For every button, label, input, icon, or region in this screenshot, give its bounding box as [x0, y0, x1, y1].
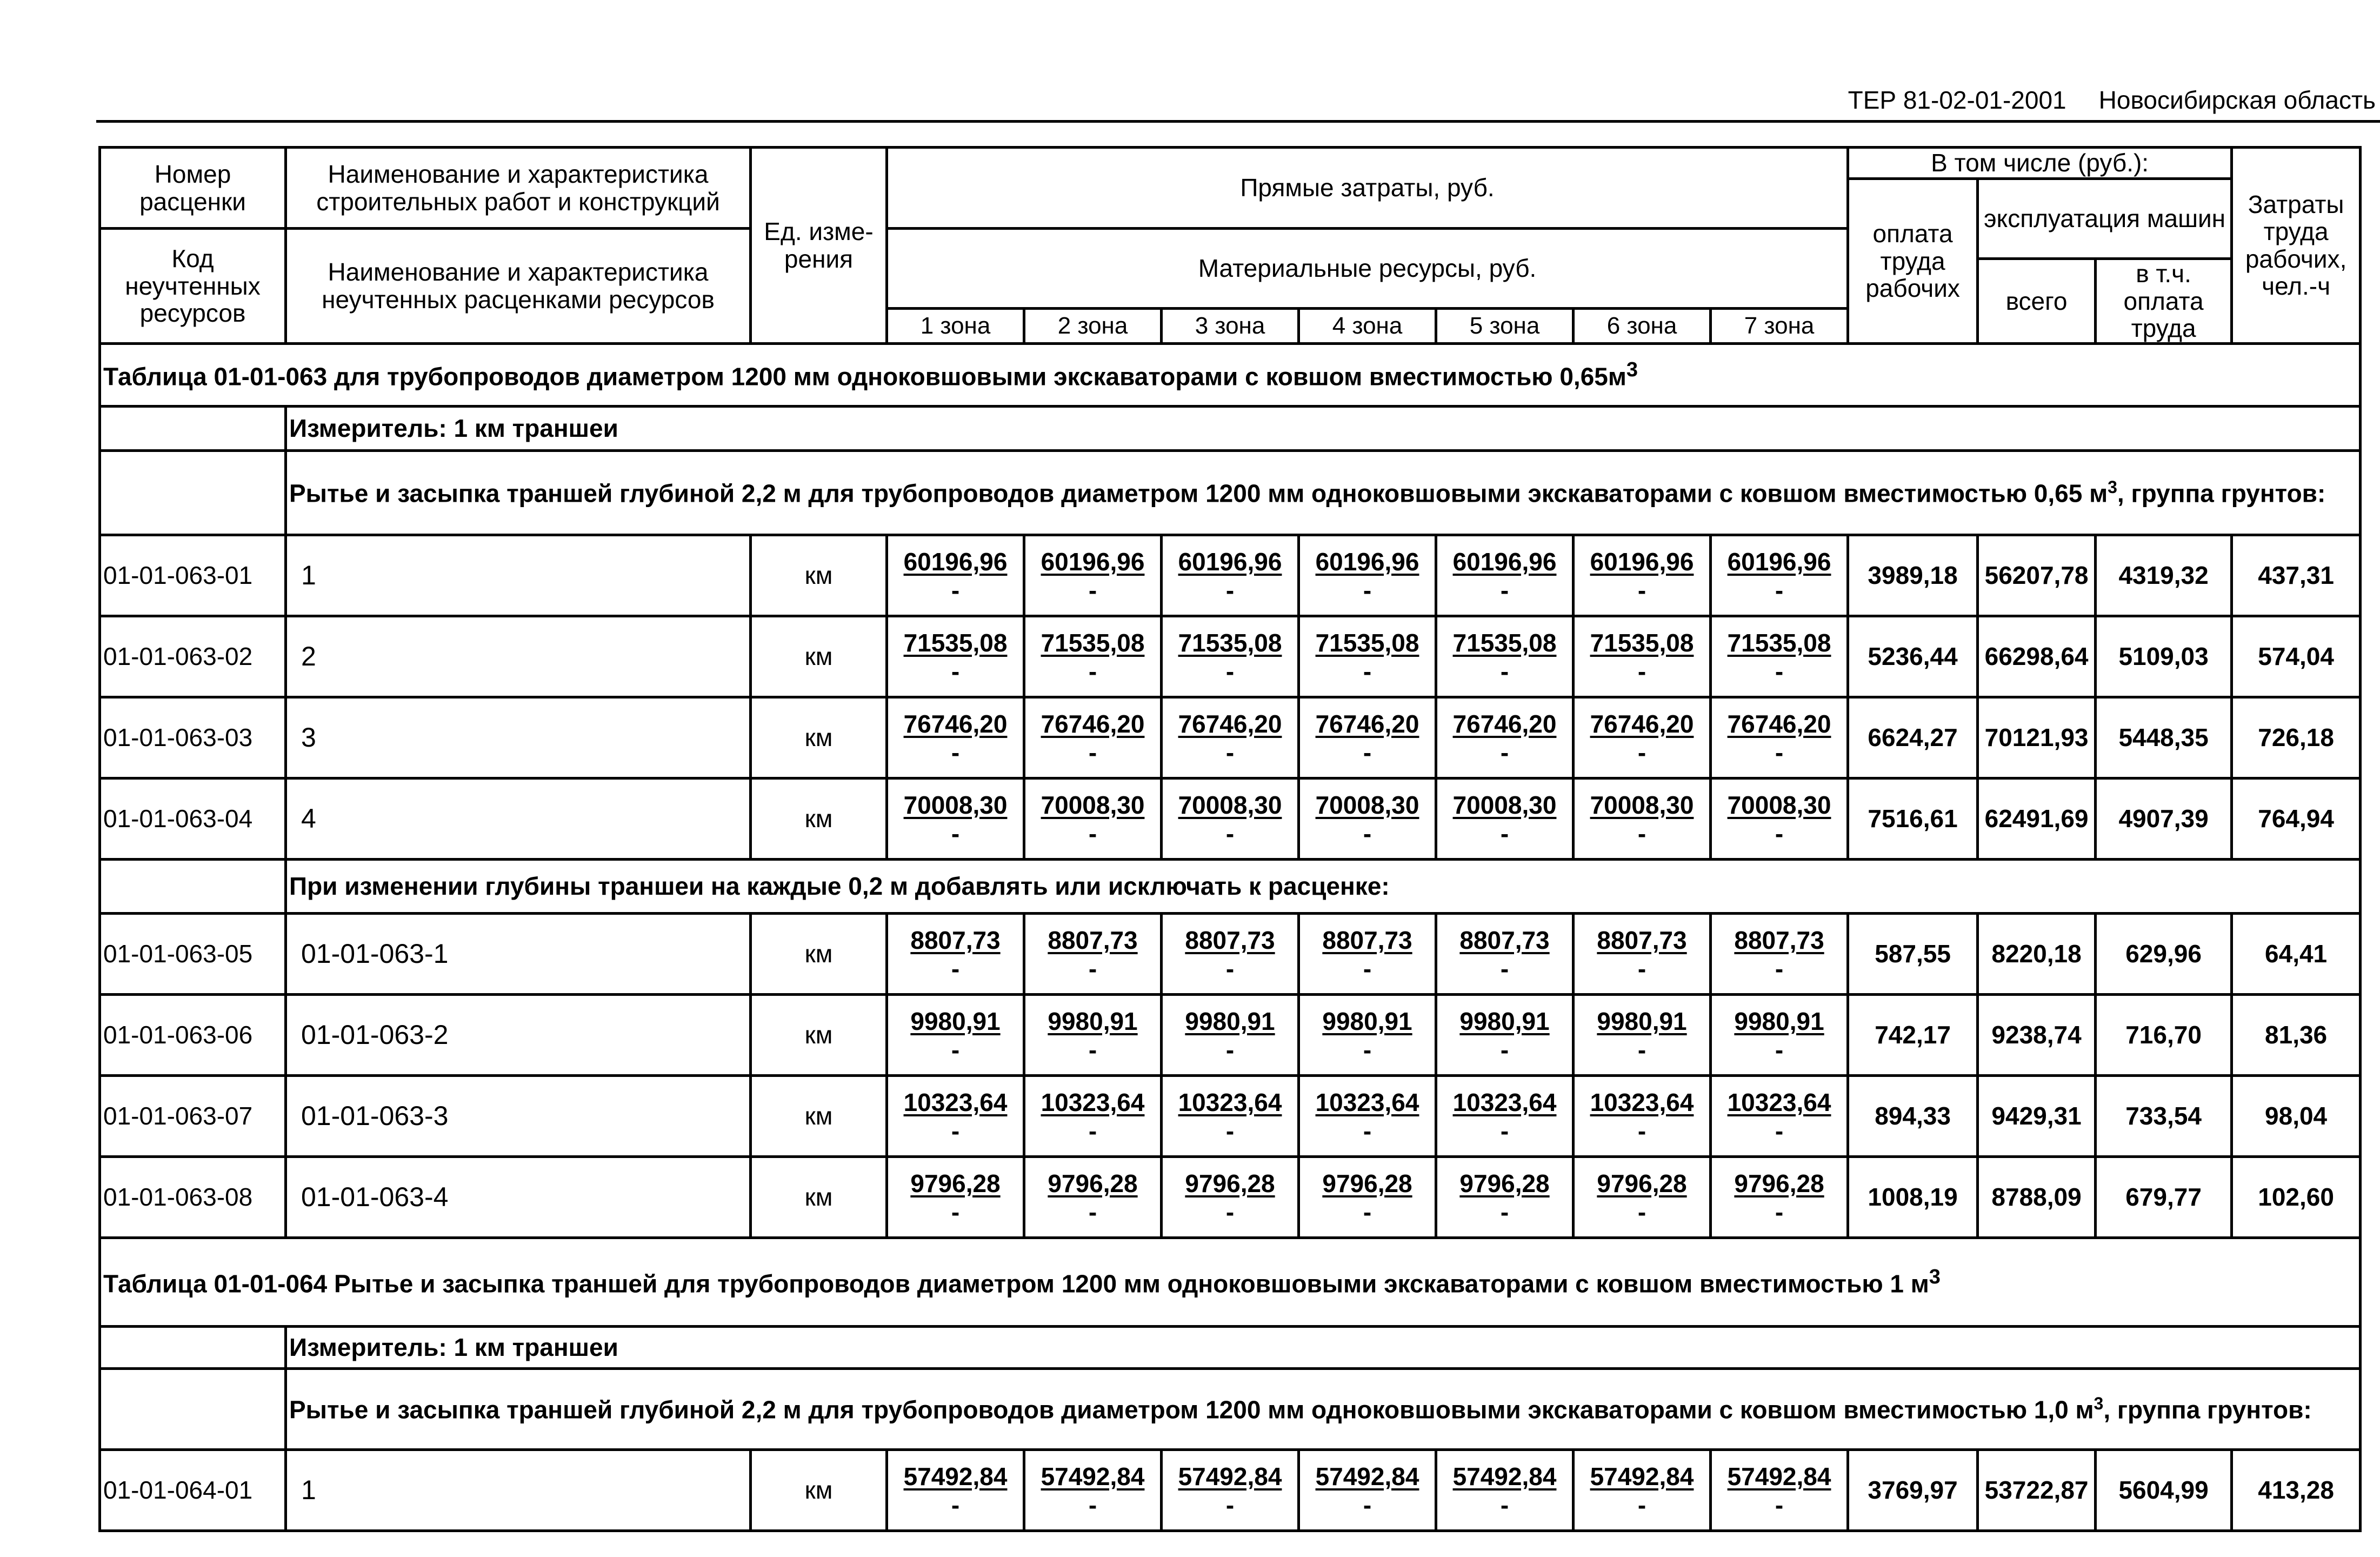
section-title-row: [100, 343, 2361, 406]
rate-name: 1: [286, 535, 751, 616]
zone-price: 9796,28 -: [1574, 1156, 1711, 1237]
zone-price: 9796,28 -: [1162, 1156, 1299, 1237]
rate-name: 1: [286, 1449, 751, 1531]
head-machines: эксплуатация машин: [1978, 179, 2232, 259]
zone-2: 2 зона: [1024, 308, 1162, 343]
labor-hours: 726,18: [2232, 697, 2361, 778]
rate-unit: км: [751, 1156, 887, 1237]
zone-price: 9980,91 -: [1436, 994, 1574, 1075]
head-labor-hours: Затраты труда рабочих, чел.-ч: [2232, 148, 2361, 344]
zone-price: 8807,73 -: [1436, 913, 1574, 994]
head-work-name: Наименование и характеристика строительных работ и конструкций: [286, 148, 751, 229]
rate-unit: км: [751, 1075, 887, 1156]
rate-code: 01-01-063-03: [100, 697, 286, 778]
zone-price: 60196,96 -: [1299, 535, 1436, 616]
zone-price: 71535,08 -: [887, 616, 1024, 697]
machines-total: 8220,18: [1978, 913, 2096, 994]
region-name: Новосибирская область: [2098, 86, 2376, 114]
zone-price: 60196,96 -: [1162, 535, 1299, 616]
zone-price: 9980,91 -: [1711, 994, 1848, 1075]
measure-row: [100, 1326, 2361, 1368]
table-row: [100, 778, 2361, 859]
rate-name: 01-01-063-1: [286, 913, 751, 994]
labor-hours: 102,60: [2232, 1156, 2361, 1237]
machines-pay: 733,54: [2096, 1075, 2232, 1156]
rate-name: 2: [286, 616, 751, 697]
table-row: [100, 616, 2361, 697]
machines-total: 62491,69: [1978, 778, 2096, 859]
machines-pay: 629,96: [2096, 913, 2232, 994]
rate-unit: км: [751, 697, 887, 778]
zone-price: 76746,20 -: [1024, 697, 1162, 778]
zone-price: 10323,64 -: [887, 1075, 1024, 1156]
zone-price: 70008,30 -: [1299, 778, 1436, 859]
head-incl: В том числе (руб.):: [1848, 148, 2232, 179]
zone-3: 3 зона: [1162, 308, 1299, 343]
zone-price: 71535,08 -: [1024, 616, 1162, 697]
rate-code: 01-01-063-02: [100, 616, 286, 697]
head-res-name: Наименование и характеристика неучтенных расценками ресурсов: [286, 229, 751, 344]
labor-hours: 413,28: [2232, 1449, 2361, 1531]
labor-pay: 6624,27: [1848, 697, 1978, 778]
head-res-code: Код неучтенных ресурсов: [100, 229, 286, 344]
rate-code: 01-01-063-06: [100, 994, 286, 1075]
rate-unit: км: [751, 535, 887, 616]
zone-price: 76746,20 -: [1299, 697, 1436, 778]
section-1-measure: Измеритель: 1 км траншеи: [286, 406, 2361, 450]
zone-price: 71535,08 -: [1574, 616, 1711, 697]
zone-price: 60196,96 -: [1436, 535, 1574, 616]
zone-price: 71535,08 -: [1162, 616, 1299, 697]
section-title-row: [100, 1237, 2361, 1326]
zone-price: 70008,30 -: [1711, 778, 1848, 859]
machines-pay: 5604,99: [2096, 1449, 2232, 1531]
machines-total: 70121,93: [1978, 697, 2096, 778]
measure-row: [100, 406, 2361, 450]
zone-6: 6 зона: [1574, 308, 1711, 343]
section-2-measure: Измеритель: 1 км траншеи: [286, 1326, 2361, 1368]
head-machines-total: всего: [1978, 259, 2096, 344]
zone-price: 60196,96 -: [1574, 535, 1711, 616]
table-row: [100, 994, 2361, 1075]
zone-price: 60196,96 -: [887, 535, 1024, 616]
zone-price: 76746,20 -: [1162, 697, 1299, 778]
zone-price: 10323,64 -: [1436, 1075, 1574, 1156]
zone-price: 9796,28 -: [1299, 1156, 1436, 1237]
head-material: Материальные ресурсы, руб.: [887, 229, 1848, 309]
machines-pay: 5109,03: [2096, 616, 2232, 697]
zone-price: 76746,20 -: [1436, 697, 1574, 778]
head-row-1: [100, 148, 2361, 179]
zone-price: 57492,84 -: [1162, 1449, 1299, 1531]
labor-hours: 574,04: [2232, 616, 2361, 697]
zone-price: 71535,08 -: [1299, 616, 1436, 697]
zone-4: 4 зона: [1299, 308, 1436, 343]
rate-code: 01-01-063-07: [100, 1075, 286, 1156]
zone-price: 8807,73 -: [1711, 913, 1848, 994]
zone-price: 70008,30 -: [1162, 778, 1299, 859]
zone-price: 9980,91 -: [887, 994, 1024, 1075]
rate-name: 3: [286, 697, 751, 778]
desc-row: [100, 1368, 2361, 1449]
zone-price: 8807,73 -: [1299, 913, 1436, 994]
zone-price: 70008,30 -: [1436, 778, 1574, 859]
rate-code: 01-01-064-01: [100, 1449, 286, 1531]
machines-pay: 5448,35: [2096, 697, 2232, 778]
machines-pay: 4907,39: [2096, 778, 2232, 859]
labor-hours: 64,41: [2232, 913, 2361, 994]
machines-total: 9238,74: [1978, 994, 2096, 1075]
labor-pay: 3769,97: [1848, 1449, 1978, 1531]
labor-hours: 437,31: [2232, 535, 2361, 616]
labor-pay: 3989,18: [1848, 535, 1978, 616]
zone-price: 60196,96 -: [1711, 535, 1848, 616]
table-row: [100, 1449, 2361, 1531]
head-rate-no: Номер расценки: [100, 148, 286, 229]
table-row: [100, 1075, 2361, 1156]
rate-unit: км: [751, 994, 887, 1075]
zone-price: 9796,28 -: [887, 1156, 1024, 1237]
head-machines-pay: в т.ч. оплата труда: [2096, 259, 2232, 344]
rate-code: 01-01-063-08: [100, 1156, 286, 1237]
zone-price: 70008,30 -: [1024, 778, 1162, 859]
zone-price: 10323,64 -: [1574, 1075, 1711, 1156]
labor-pay: 894,33: [1848, 1075, 1978, 1156]
zone-price: 70008,30 -: [1574, 778, 1711, 859]
rate-unit: км: [751, 1449, 887, 1531]
rate-name: 01-01-063-2: [286, 994, 751, 1075]
labor-pay: 5236,44: [1848, 616, 1978, 697]
machines-pay: 679,77: [2096, 1156, 2232, 1237]
head-labor-pay: оплата труда рабочих: [1848, 179, 1978, 344]
zone-price: 76746,20 -: [887, 697, 1024, 778]
rate-code: 01-01-063-05: [100, 913, 286, 994]
zone-price: 9980,91 -: [1162, 994, 1299, 1075]
zone-price: 57492,84 -: [1574, 1449, 1711, 1531]
machines-pay: 4319,32: [2096, 535, 2232, 616]
machines-total: 9429,31: [1978, 1075, 2096, 1156]
zone-price: 9980,91 -: [1574, 994, 1711, 1075]
zone-price: 8807,73 -: [1574, 913, 1711, 994]
zone-price: 8807,73 -: [1024, 913, 1162, 994]
table-row: [100, 1156, 2361, 1237]
section-1-desc: Рытье и засыпка траншей глубиной 2,2 м для трубопроводов диаметром 1200 мм одноковшовыми экскаваторами с ковшом вместимостью 0,65 $м^3$, группа грунтов:: [286, 450, 2361, 535]
zone-5: 5 зона: [1436, 308, 1574, 343]
zone-price: 9796,28 -: [1024, 1156, 1162, 1237]
table-row: [100, 697, 2361, 778]
section-2-title: Таблица 01-01-064 Рытье и засыпка траншей для трубопроводов диаметром 1200 мм одноковшовыми экскаваторами с ковшом вместимостью 1 $м^3$: [100, 1237, 2361, 1326]
zone-price: 9796,28 -: [1436, 1156, 1574, 1237]
head-direct-costs: Прямые затраты, руб.: [887, 148, 1848, 229]
rates-table: [98, 146, 2362, 1532]
head-unit: Ед. изме-рения: [751, 148, 887, 344]
machines-total: 66298,64: [1978, 616, 2096, 697]
labor-hours: 81,36: [2232, 994, 2361, 1075]
rate-name: 01-01-063-3: [286, 1075, 751, 1156]
zone-price: 9980,91 -: [1024, 994, 1162, 1075]
table-row: [100, 535, 2361, 616]
rate-code: 01-01-063-01: [100, 535, 286, 616]
zone-price: 9980,91 -: [1299, 994, 1436, 1075]
zone-price: 57492,84 -: [1299, 1449, 1436, 1531]
zone-price: 9796,28 -: [1711, 1156, 1848, 1237]
zone-price: 10323,64 -: [1162, 1075, 1299, 1156]
desc-row: [100, 450, 2361, 535]
labor-pay: 1008,19: [1848, 1156, 1978, 1237]
section-1-title: Таблица 01-01-063 для трубопроводов диаметром 1200 мм одноковшовыми экскаваторами с ковшом вместимостью $0,65м^3$: [100, 343, 2361, 406]
machines-total: 8788,09: [1978, 1156, 2096, 1237]
zone-price: 60196,96 -: [1024, 535, 1162, 616]
document-header: [1816, 85, 2376, 115]
zone-price: 10323,64 -: [1024, 1075, 1162, 1156]
zone-1: 1 зона: [887, 308, 1024, 343]
zone-price: 76746,20 -: [1574, 697, 1711, 778]
zone-price: 70008,30 -: [887, 778, 1024, 859]
zone-price: 71535,08 -: [1436, 616, 1574, 697]
zone-price: 57492,84 -: [1024, 1449, 1162, 1531]
note-row: [100, 859, 2361, 913]
rate-unit: км: [751, 616, 887, 697]
zone-price: 8807,73 -: [887, 913, 1024, 994]
doc-code: ТЕР 81-02-01-2001: [1848, 86, 2066, 114]
zone-price: 57492,84 -: [1711, 1449, 1848, 1531]
zone-7: 7 зона: [1711, 308, 1848, 343]
zone-price: 57492,84 -: [1436, 1449, 1574, 1531]
machines-total: 56207,78: [1978, 535, 2096, 616]
zone-price: 8807,73 -: [1162, 913, 1299, 994]
machines-total: 53722,87: [1978, 1449, 2096, 1531]
zone-price: 57492,84 -: [887, 1449, 1024, 1531]
table-row: [100, 913, 2361, 994]
header-rule: [96, 120, 2380, 123]
depth-note: При изменении глубины траншеи на каждые 0,2 м добавлять или исключать к расценке:: [286, 859, 2361, 913]
section-2-desc: Рытье и засыпка траншей глубиной 2,2 м для трубопроводов диаметром 1200 мм одноковшовыми экскаваторами с ковшом вместимостью 1,0 $м^3$, группа грунтов:: [286, 1368, 2361, 1449]
rate-unit: км: [751, 913, 887, 994]
zone-price: 76746,20 -: [1711, 697, 1848, 778]
labor-pay: 587,55: [1848, 913, 1978, 994]
zone-price: 71535,08 -: [1711, 616, 1848, 697]
labor-pay: 7516,61: [1848, 778, 1978, 859]
rate-name: 4: [286, 778, 751, 859]
labor-hours: 764,94: [2232, 778, 2361, 859]
machines-pay: 716,70: [2096, 994, 2232, 1075]
zone-price: 10323,64 -: [1711, 1075, 1848, 1156]
labor-pay: 742,17: [1848, 994, 1978, 1075]
labor-hours: 98,04: [2232, 1075, 2361, 1156]
zone-price: 10323,64 -: [1299, 1075, 1436, 1156]
rate-code: 01-01-063-04: [100, 778, 286, 859]
rate-name: 01-01-063-4: [286, 1156, 751, 1237]
rate-unit: км: [751, 778, 887, 859]
